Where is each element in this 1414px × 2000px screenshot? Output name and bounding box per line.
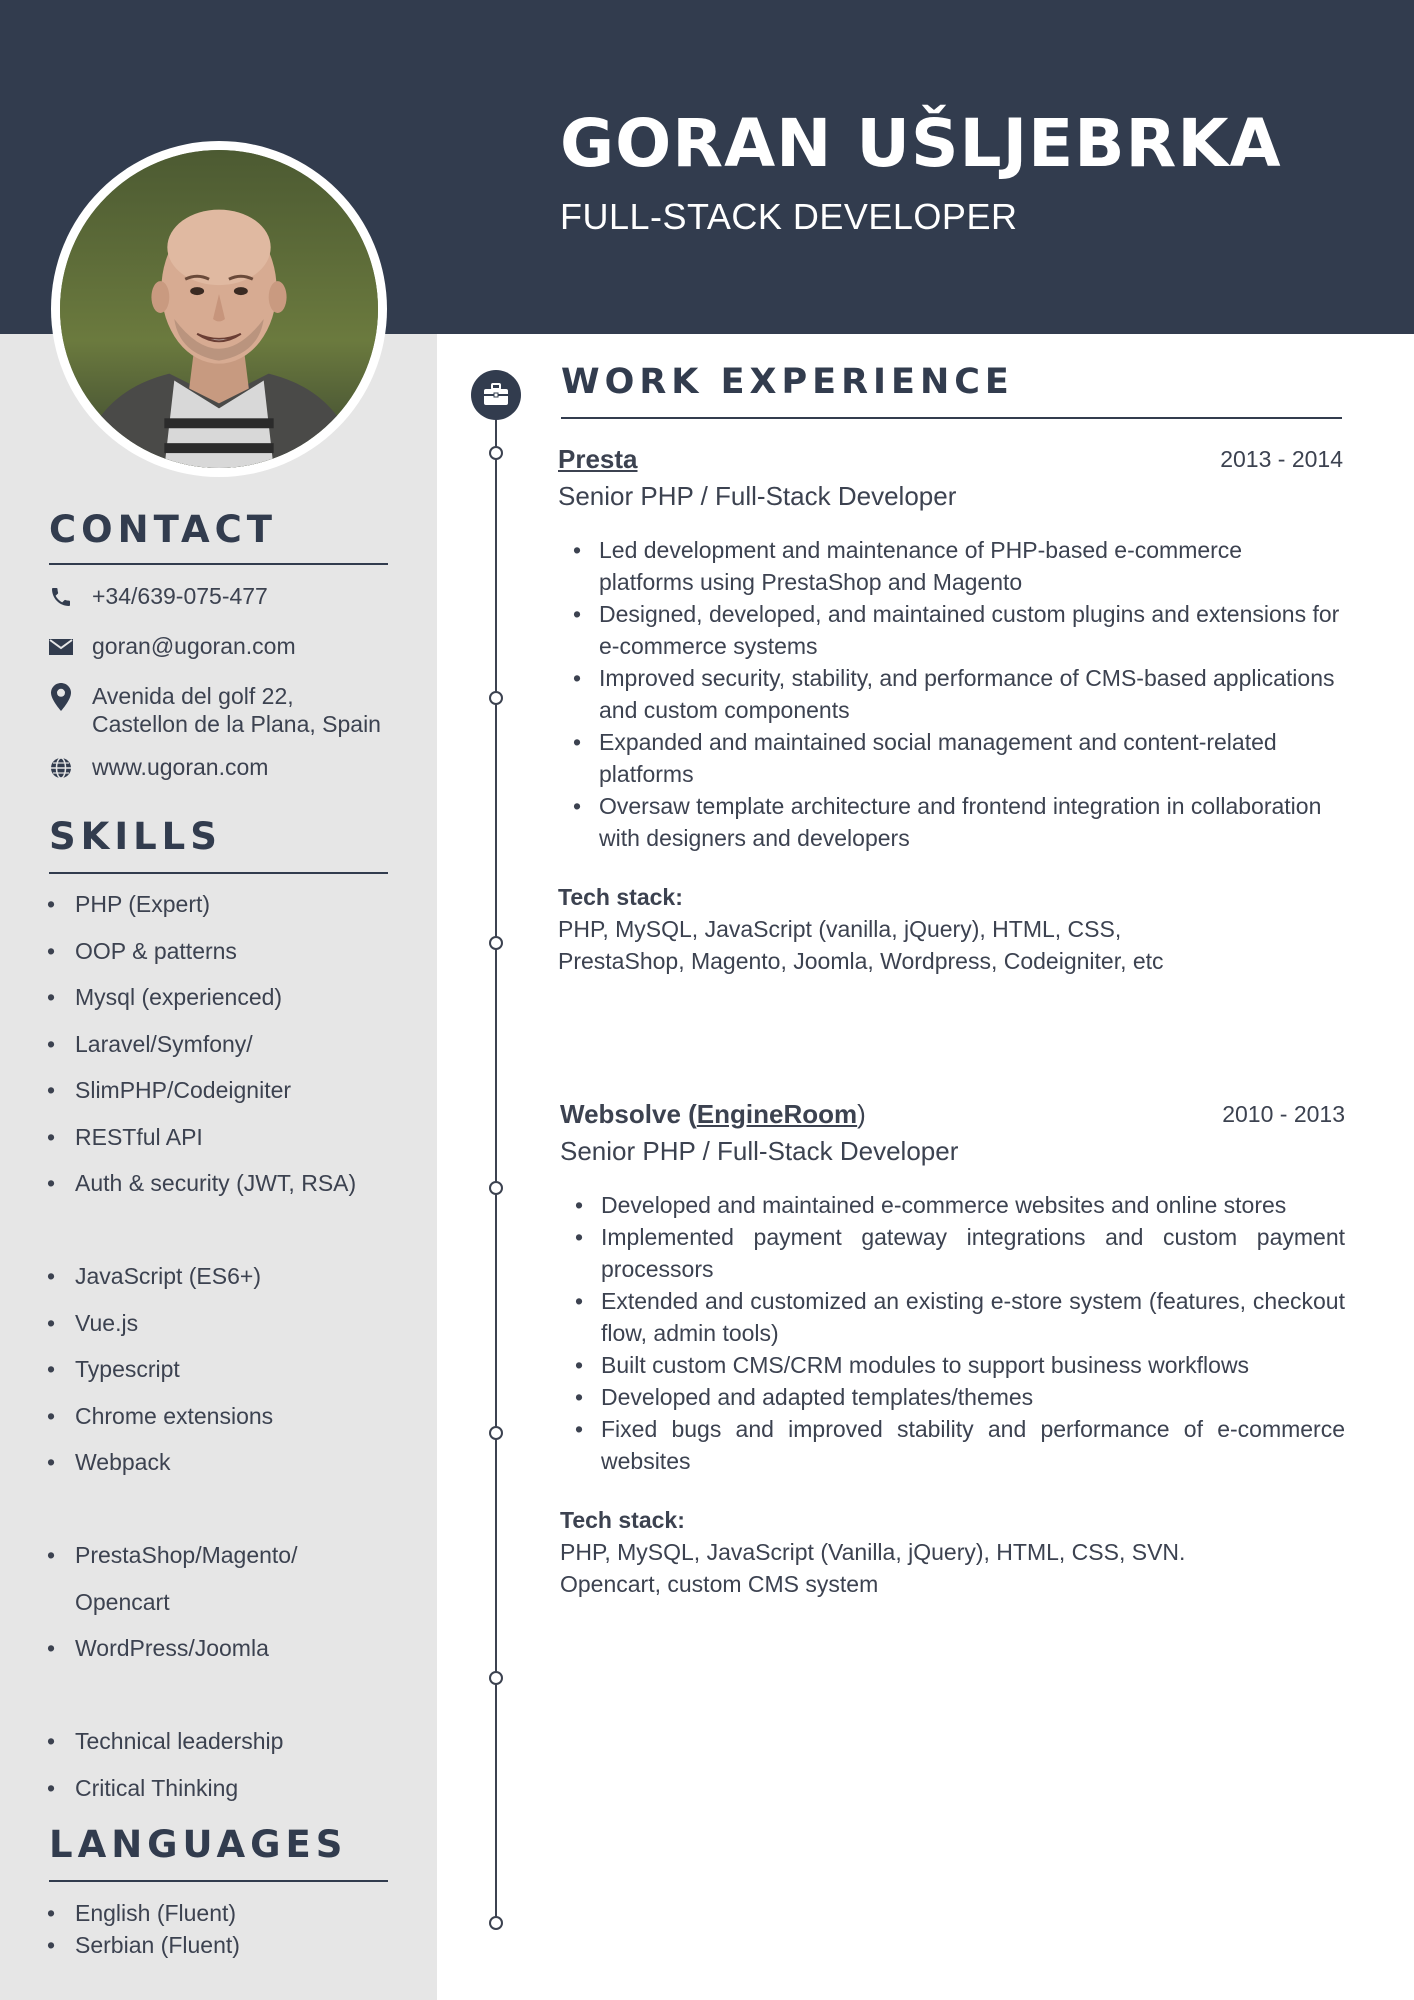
timeline-dot [489,1181,503,1195]
skill-item: • PHP (Expert) [47,891,356,938]
timeline-dot [489,446,503,460]
email-address[interactable]: goran@ugoran.com [92,633,296,659]
responsibility-item: • Expanded and maintained social management and content-related platforms [571,726,1343,790]
address-line-1: Avenida del golf 22, [92,683,294,709]
skill-item: • Chrome extensions [47,1403,273,1450]
skills-group-backend [47,891,356,1217]
company-label: Websolve [560,1099,681,1129]
phone-icon [47,583,75,611]
responsibility-item: • Designed, developed, and maintained custom plugins and extensions for e-commerce systems [571,598,1343,662]
languages-list [47,1900,240,1964]
timeline-dot [489,1916,503,1930]
skill-item: • Vue.js [47,1310,273,1357]
skill-item: • SlimPHP/Codeigniter [47,1077,356,1124]
skill-item-continuation: Opencart [75,1588,170,1615]
skills-group-cms [47,1542,297,1682]
timeline-dot [489,1671,503,1685]
responsibility-item: • Fixed bugs and improved stability and performance of e-commerce websites [573,1413,1345,1477]
languages-heading: LANGUAGES [49,1823,348,1866]
timeline-dot [489,691,503,705]
skills-group-soft [47,1728,283,1821]
map-pin-icon [47,683,75,711]
responsibility-item: • Led development and maintenance of PHP-based e-commerce platforms using PrestaShop and Magento [571,534,1343,598]
job-entry [558,444,1343,977]
timeline-line [495,410,497,1926]
skill-item: • Typescript [47,1356,273,1403]
website-url[interactable]: www.ugoran.com [92,754,269,780]
language-item: • Serbian (Fluent) [47,1932,240,1964]
job-position: Senior PHP / Full-Stack Developer [560,1136,959,1166]
job-entry [560,1099,1345,1600]
job-responsibilities [573,1189,1345,1477]
contact-address [47,682,381,738]
contact-email [47,632,296,661]
skill-item: • PrestaShop/Magento/ [47,1542,297,1589]
job-dates: 2013 - 2014 [1220,446,1343,472]
profile-photo-illustration [60,150,378,468]
languages-divider [49,1880,388,1882]
skill-item: • Laravel/Symfony/ [47,1031,356,1078]
company-link[interactable]: Presta [558,444,638,474]
contact-phone [47,582,268,611]
job-dates: 2010 - 2013 [1222,1101,1345,1127]
tech-stack-list: PHP, MySQL, JavaScript (vanilla, jQuery), HTML, CSS, PrestaShop, Magento, Joomla, Wordpress, Codeigniter, etc [558,916,1164,974]
company-link[interactable]: EngineRoom [696,1099,858,1129]
timeline-dot [489,936,503,950]
phone-number[interactable]: +34/639-075-477 [92,583,268,609]
skill-item: • Critical Thinking [47,1775,283,1822]
responsibility-item: • Improved security, stability, and performance of CMS-based applications and custom components [571,662,1343,726]
skill-item: • OOP & patterns [47,938,356,985]
company-name: Websolve (EngineRoom) [560,1099,866,1129]
job-header [560,1099,1345,1130]
skill-item: • Technical leadership [47,1728,283,1775]
skill-item: • Webpack [47,1449,273,1496]
job-position: Senior PHP / Full-Stack Developer [558,481,957,511]
contact-heading: CONTACT [49,508,277,551]
contact-divider [49,563,388,565]
globe-icon [47,754,75,782]
responsibility-item: • Developed and adapted templates/themes [573,1381,1345,1413]
profile-photo [60,150,378,468]
address-line-2: Castellon de la Plana, Spain [92,711,381,737]
responsibility-item: • Oversaw template architecture and frontend integration in collaboration with designers and developers [571,790,1343,854]
responsibility-item: • Developed and maintained e-commerce websites and online stores [573,1189,1345,1221]
skills-heading: SKILLS [49,815,222,858]
contact-website [47,753,268,782]
work-experience-divider [561,417,1342,419]
tech-stack-label: Tech stack: [558,884,683,910]
language-item: • English (Fluent) [47,1900,240,1932]
briefcase-icon [483,383,509,407]
work-experience-heading: WORK EXPERIENCE [561,362,1014,402]
responsibility-item: • Implemented payment gateway integrations and custom payment processors [573,1221,1345,1285]
responsibility-item: • Built custom CMS/CRM modules to support business workflows [573,1349,1345,1381]
skill-item: • Mysql (experienced) [47,984,356,1031]
candidate-name: GORAN UŠLJEBRKA [560,105,1282,182]
skills-group-frontend [47,1263,273,1496]
tech-stack-list: PHP, MySQL, JavaScript (Vanilla, jQuery), HTML, CSS, SVN. Opencart, custom CMS system [560,1539,1186,1597]
address [92,682,381,738]
responsibility-item: • Extended and customized an existing e-store system (features, checkout flow, admin tools) [573,1285,1345,1349]
candidate-title: FULL-STACK DEVELOPER [560,196,1018,237]
job-responsibilities [571,534,1343,854]
tech-stack-label: Tech stack: [560,1507,685,1533]
avatar [51,141,387,477]
skill-item: • Auth & security (JWT, RSA) [47,1170,356,1217]
timeline-badge [471,370,521,420]
skill-item: • JavaScript (ES6+) [47,1263,273,1310]
timeline-dot [489,1426,503,1440]
skills-divider [49,872,388,874]
company-name [558,444,638,475]
mail-icon [47,633,75,661]
skill-item: • WordPress/Joomla [47,1635,297,1682]
skill-item: • RESTful API [47,1124,356,1171]
job-header [558,444,1343,475]
